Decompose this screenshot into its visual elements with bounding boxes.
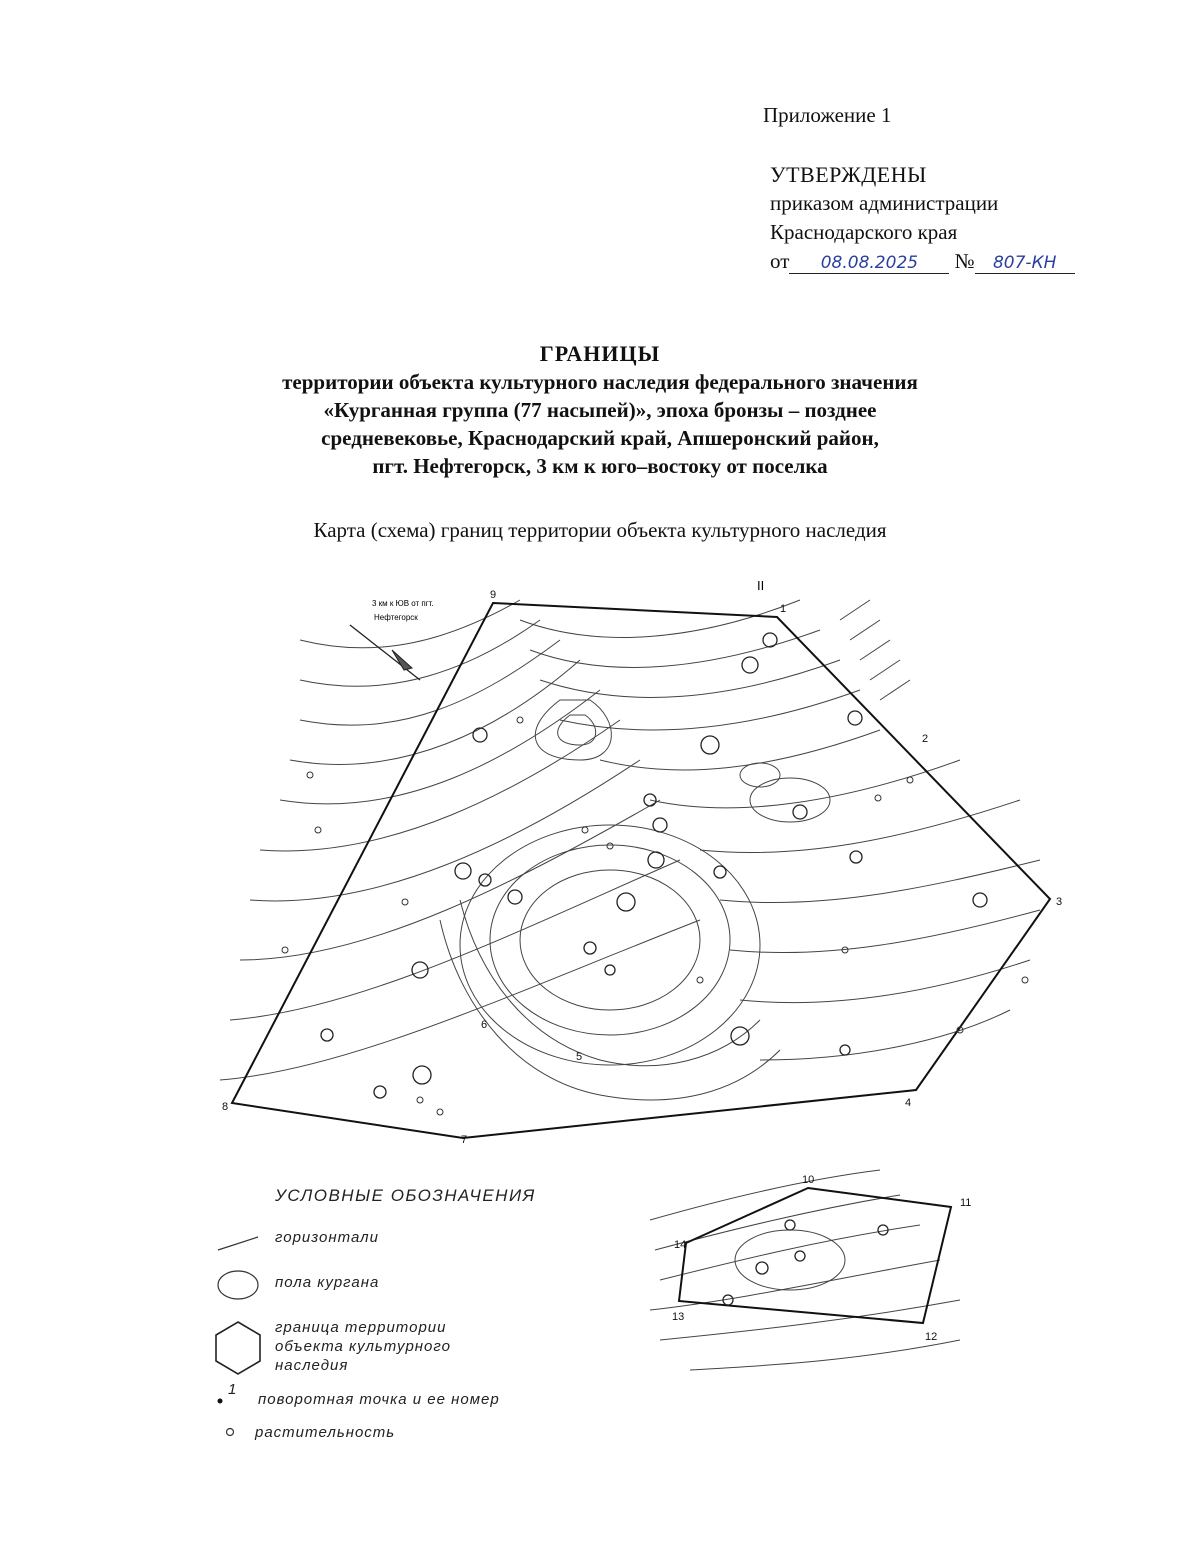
title-line-4: пгт. Нефтегорск, 3 км к юго–востоку от поселка (372, 454, 828, 478)
title-line-3: средневековье, Краснодарский край, Апшеронский район, (321, 426, 879, 450)
legend-mound: пола кургана (275, 1274, 380, 1291)
legend-vegetation: растительность (255, 1424, 396, 1441)
turn-point-7: 7 (461, 1134, 468, 1146)
legend-boundary-line-2: объекта культурного (275, 1338, 451, 1355)
turn-point-6: 6 (481, 1019, 488, 1031)
turn-point-4: 4 (905, 1097, 912, 1109)
mound-ellipse-symbol (218, 1271, 258, 1299)
map-subtitle: Карта (схема) границ территории объекта культурного наследия (313, 518, 887, 542)
inset-mound-markers (723, 1220, 888, 1305)
turn-point-13: 13 (672, 1311, 685, 1323)
title-line-1: территории объекта культурного наследия федерального значения (282, 370, 918, 394)
legend-turn-point-number: 1 (228, 1381, 238, 1398)
site-boundary (232, 603, 1050, 1138)
approval-line-3: Краснодарского края (770, 220, 958, 244)
inset-boundary (679, 1188, 951, 1323)
document-title (180, 340, 1020, 480)
number-prefix: № (954, 249, 975, 273)
turn-point-5: 5 (576, 1051, 583, 1063)
turn-point-14: 14 (674, 1239, 687, 1251)
north-mark: II (757, 578, 765, 593)
appendix-label: Приложение 1 (763, 103, 892, 127)
legend-symbols (200, 1225, 280, 1455)
turn-point-12: 12 (925, 1331, 938, 1343)
boundary-hexagon-symbol (216, 1322, 260, 1374)
inset-point-labels (672, 1174, 971, 1343)
turn-point-11: 11 (960, 1197, 972, 1209)
vegetation-markers (282, 717, 1028, 1115)
approval-block (770, 160, 1075, 276)
date-prefix: от (770, 249, 790, 273)
legend-turn-point: поворотная точка и ее номер (258, 1391, 500, 1408)
legend-boundary (275, 1318, 451, 1375)
approval-date-line (770, 247, 1075, 276)
turn-point-1: 1 (780, 603, 787, 615)
legend-contours: горизонтали (275, 1229, 379, 1246)
contour-lines (220, 600, 1040, 1100)
turn-point-9: 9 (490, 589, 497, 601)
turn-point-8: 8 (222, 1101, 229, 1113)
legend-boundary-line-1: граница территории (275, 1319, 447, 1336)
direction-arrow (350, 625, 420, 680)
contour-line-symbol (218, 1237, 258, 1250)
title-line-2: «Курганная группа (77 насыпей)», эпоха бронзы – позднее (323, 398, 877, 422)
inset-contour-lines (650, 1170, 960, 1370)
direction-note-line-2: Нефтегорск (374, 613, 418, 622)
direction-note-line-1: 3 км к ЮВ от пгт. (372, 599, 434, 608)
turn-point-dot-symbol (218, 1399, 223, 1404)
turn-point-2: 2 (922, 733, 929, 745)
legend-boundary-line-3: наследия (275, 1357, 349, 1374)
vegetation-circle-symbol (227, 1429, 234, 1436)
approval-title: УТВЕРЖДЕНЫ (770, 162, 927, 187)
turn-point-10: 10 (802, 1174, 815, 1186)
approval-date: 08.08.2025 (789, 253, 949, 274)
inset-site-map (640, 1160, 1000, 1400)
legend-title: УСЛОВНЫЕ ОБОЗНАЧЕНИЯ (275, 1186, 536, 1205)
approval-number: 807-КН (975, 253, 1075, 274)
title-main: ГРАНИЦЫ (539, 341, 661, 366)
approval-line-2: приказом администрации (770, 191, 999, 215)
turn-point-3: 3 (1056, 896, 1063, 908)
main-site-map (200, 570, 1080, 1160)
